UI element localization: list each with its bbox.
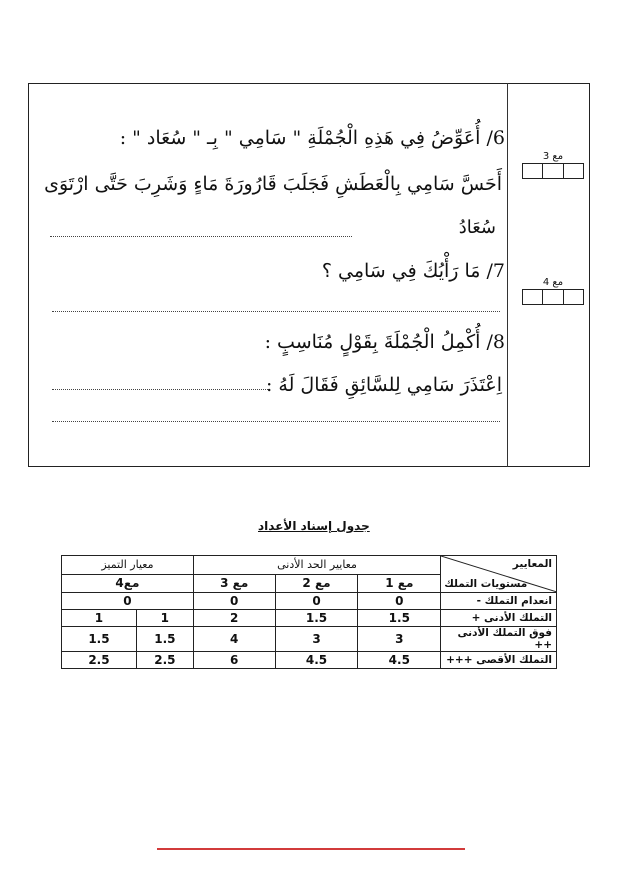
question-6-prompt: 6/ أُعَوِّضُ فِي هَذِهِ الْجُمْلَةِ " سَامِي " بِـ " سُعَاد " :	[119, 127, 505, 149]
table-row	[62, 593, 557, 610]
score-cell: 1.5	[62, 627, 137, 652]
score-box-criterion-3	[522, 150, 584, 179]
group-min-criteria: معايير الحد الأدنى	[193, 556, 440, 575]
score-cell: 0	[62, 593, 194, 610]
score-cells[interactable]	[522, 163, 584, 179]
question-6-answer-line[interactable]	[50, 236, 352, 237]
score-cell: 1.5	[136, 627, 193, 652]
column-criterion-4: مع4	[62, 574, 194, 593]
grading-table	[61, 555, 557, 669]
score-cell: 2.5	[136, 652, 193, 669]
page-divider-line	[157, 848, 465, 850]
header-levels: مستويات التملك	[444, 578, 528, 590]
score-cell: 0	[193, 593, 275, 610]
question-6-answer-start: سُعَادُ	[458, 217, 496, 238]
score-cell: 3	[275, 627, 358, 652]
score-cells[interactable]	[522, 289, 584, 305]
score-label: مع 4	[542, 277, 564, 288]
table-row	[62, 627, 557, 652]
header-criteria: المعايير	[512, 558, 552, 570]
score-cell: 4	[193, 627, 275, 652]
score-cell: 1.5	[275, 610, 358, 627]
column-criterion-2: مع 2	[275, 574, 358, 593]
score-cell: 1	[136, 610, 193, 627]
question-8-prompt: 8/ أُكْمِلُ الْجُمْلَةَ بِقَوْلٍ مُنَاسِبٍ :	[264, 331, 505, 353]
grading-table-title: جدول إسناد الأعداد	[258, 519, 370, 533]
score-cell: 4.5	[275, 652, 358, 669]
question-6-sentence: أَحَسَّ سَامِي بِالْعَطَشِ فَجَلَبَ قَارُورَةَ مَاءٍ وَشَرِبَ حَتَّى ارْتَوَى	[44, 173, 502, 195]
score-cell: 6	[193, 652, 275, 669]
group-excellence: معيار التميز	[62, 556, 194, 575]
table-row	[62, 610, 557, 627]
score-cell: 3	[358, 627, 441, 652]
column-criterion-1: مع 1	[358, 574, 441, 593]
question-7-answer-line[interactable]	[52, 311, 500, 312]
score-label: مع 3	[542, 151, 564, 162]
score-box-criterion-4	[522, 276, 584, 305]
criteria-levels-header	[441, 556, 557, 593]
score-cell: 4.5	[358, 652, 441, 669]
score-cell: 0	[358, 593, 441, 610]
question-7-prompt: 7/ مَا رَأْيُكَ فِي سَامِي ؟	[321, 260, 505, 282]
question-8-answer-line-2[interactable]	[52, 421, 500, 422]
question-8-answer-line[interactable]	[52, 389, 268, 390]
score-column-divider	[507, 83, 508, 467]
score-cell: 2.5	[62, 652, 137, 669]
table-row	[62, 652, 557, 669]
question-8-sentence: اِعْتَذَرَ سَامِي لِلسَّائِقِ فَقَالَ لَهُ :	[265, 374, 502, 396]
score-cell: 1.5	[358, 610, 441, 627]
level-label: فوق التملك الأدنى ++	[441, 627, 557, 652]
level-label: التملك الأقصى +++	[441, 652, 557, 669]
level-label: التملك الأدنى +	[441, 610, 557, 627]
score-cell: 0	[275, 593, 358, 610]
column-criterion-3: مع 3	[193, 574, 275, 593]
score-cell: 2	[193, 610, 275, 627]
score-cell: 1	[62, 610, 137, 627]
level-label: انعدام التملك -	[441, 593, 557, 610]
